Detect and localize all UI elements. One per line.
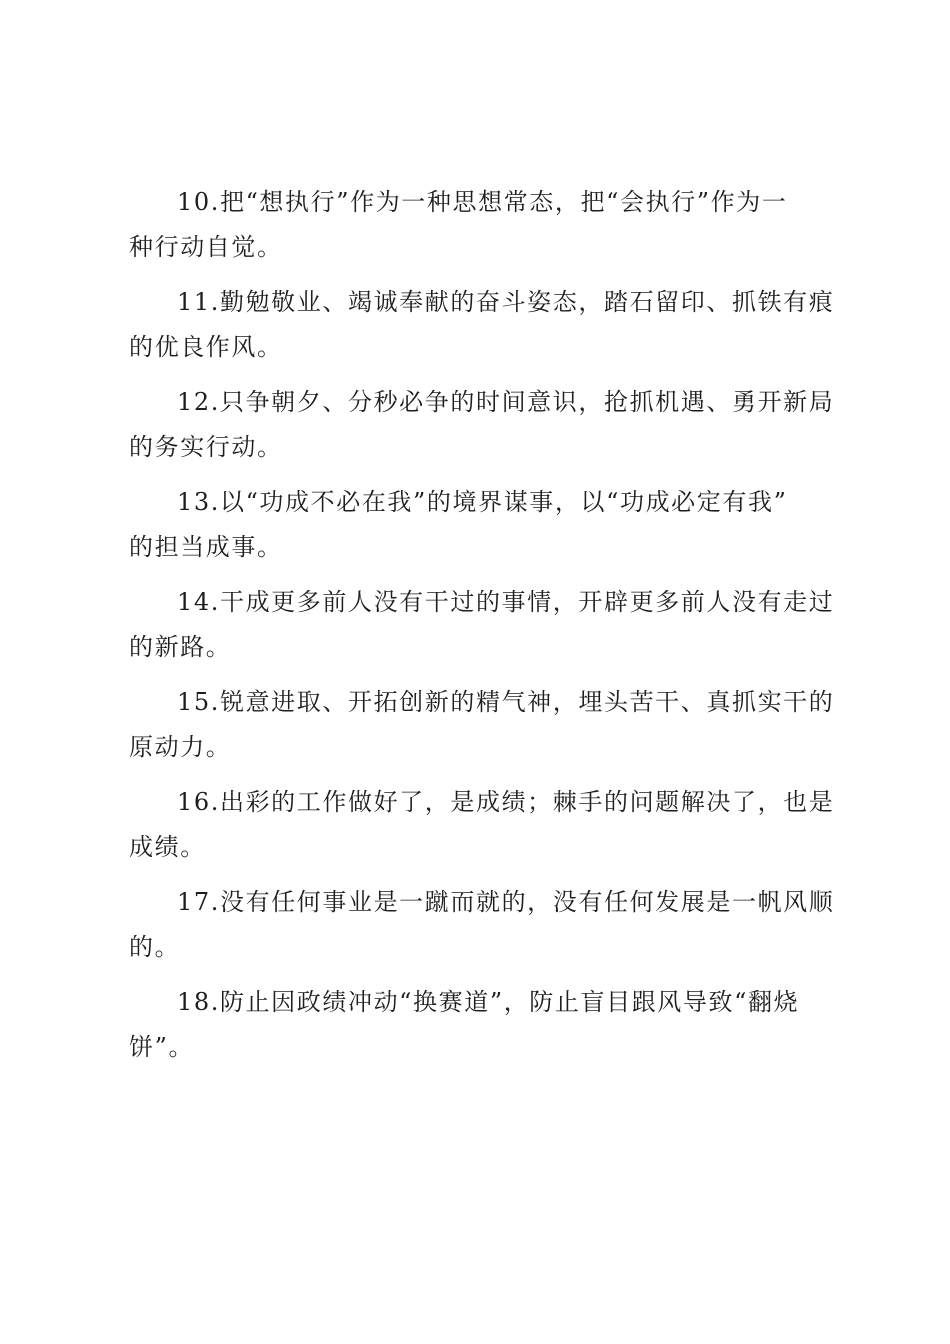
paragraph-line: 17.没有任何事业是一蹴而就的，没有任何发展是一帆风顺	[177, 888, 835, 916]
paragraph-15	[129, 680, 835, 770]
paragraph-line: 12.只争朝夕、分秒必争的时间意识，抢抓机遇、勇开新局	[177, 388, 835, 416]
paragraph-line: 11.勤勉敬业、竭诚奉献的奋斗姿态，踏石留印、抓铁有痕	[177, 288, 835, 316]
paragraph-line: 的务实行动。	[129, 433, 283, 461]
paragraph-line: 15.锐意进取、开拓创新的精气神，埋头苦干、真抓实干的	[177, 688, 835, 716]
paragraph-18	[129, 980, 831, 1070]
paragraph-line: 的。	[129, 933, 181, 961]
paragraph-16	[129, 780, 835, 870]
paragraph-line: 16.出彩的工作做好了，是成绩；棘手的问题解决了，也是	[177, 788, 835, 816]
paragraph-line: 14.干成更多前人没有干过的事情，开辟更多前人没有走过	[177, 588, 835, 616]
paragraph-line: 10.把“想执行”作为一种思想常态，把“会执行”作为一	[177, 188, 788, 216]
paragraph-line: 成绩。	[129, 833, 206, 861]
paragraph-line: 饼”。	[129, 1033, 195, 1061]
paragraph-line: 原动力。	[129, 733, 232, 761]
paragraph-17	[129, 880, 835, 970]
document-body	[129, 180, 835, 1080]
paragraph-11	[129, 280, 835, 370]
paragraph-line: 的优良作风。	[129, 333, 283, 361]
paragraph-line: 的担当成事。	[129, 533, 283, 561]
paragraph-line: 13.以“功成不必在我”的境界谋事，以“功成必定有我”	[177, 488, 788, 516]
paragraph-14	[129, 580, 835, 670]
paragraph-line: 的新路。	[129, 633, 232, 661]
paragraph-13	[129, 480, 831, 570]
paragraph-12	[129, 380, 835, 470]
paragraph-line: 18.防止因政绩冲动“换赛道”，防止盲目跟风导致“翻烧	[177, 988, 800, 1016]
paragraph-line: 种行动自觉。	[129, 233, 283, 261]
paragraph-10	[129, 180, 831, 270]
